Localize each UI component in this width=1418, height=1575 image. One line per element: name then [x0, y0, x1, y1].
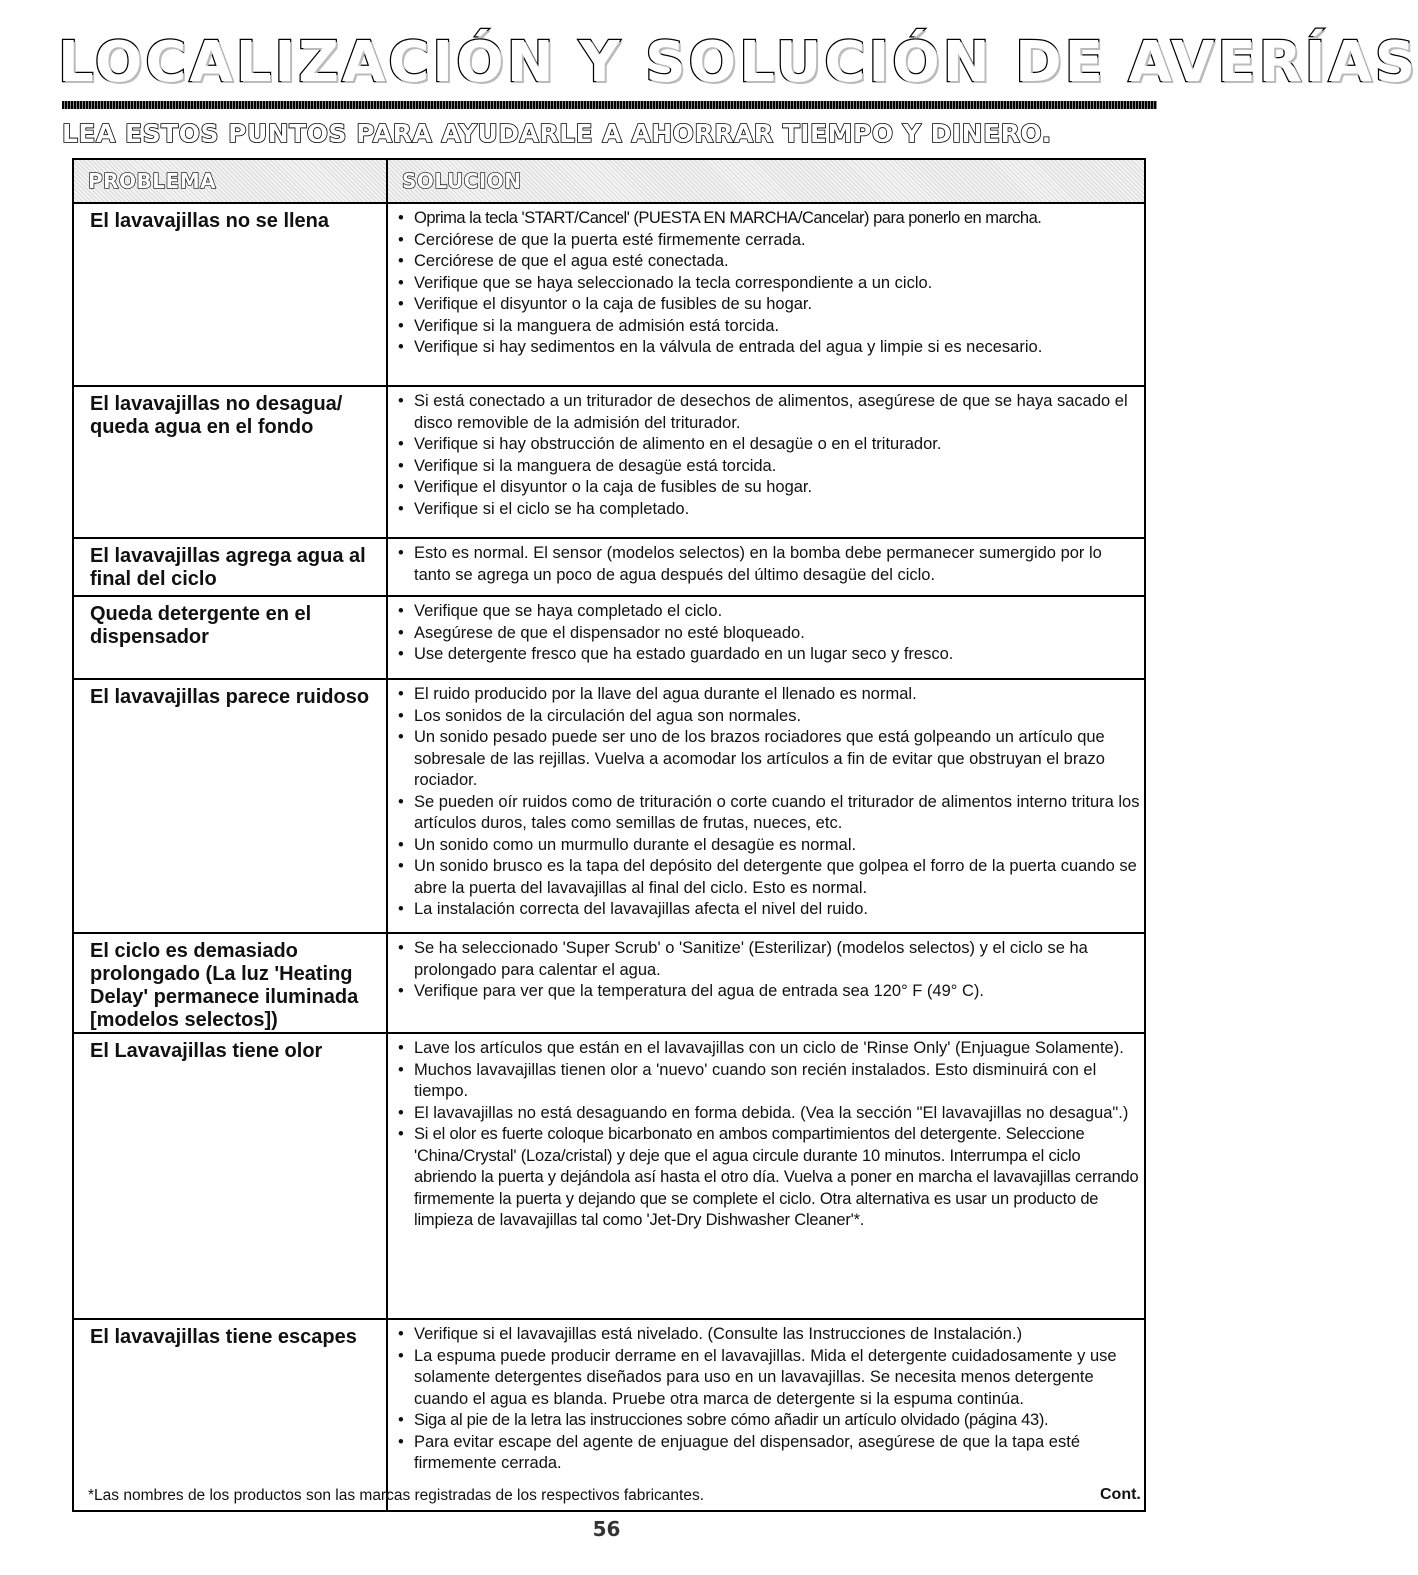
solution-cell [386, 680, 1144, 932]
solution-cell [386, 597, 1144, 678]
table-row [74, 1034, 1144, 1320]
solution-item: • Cerciórese de que la puerta esté firmemente cerrada. [398, 230, 1142, 252]
table-row [74, 539, 1144, 597]
problem-cell: El lavavajillas no se llena [90, 210, 330, 232]
table-row [74, 934, 1144, 1034]
problem-cell: El Lavavajillas tiene olor [90, 1040, 323, 1062]
solution-item: • El lavavajillas no está desaguando en forma debida. (Vea la sección "El lavavajillas no desagua".) [398, 1103, 1142, 1125]
solution-item: • Use detergente fresco que ha estado guardado en un lugar seco y fresco. [398, 644, 1142, 666]
footnote: *Las nombres de los productos son las marcas registradas de los respectivos fabricantes. [88, 1487, 704, 1504]
solution-item: • Los sonidos de la circulación del agua son normales. [398, 706, 1142, 728]
solution-item: • Verifique que se haya seleccionado la tecla correspondiente a un ciclo. [398, 273, 1142, 295]
header-problem: PROBLEMA [88, 169, 217, 193]
solution-item: • La espuma puede producir derrame en el lavavajillas. Mida el detergente cuidadosamente y use solamente detergentes diseñados para uso en un lavavajillas. Se necesita menos detergente cuando el agua es blanda. Pruebe otra marca de detergente si la espuma continúa. [398, 1346, 1142, 1411]
solution-item: • Verifique para ver que la temperatura del agua de entrada sea 120° F (49° C). [398, 981, 1142, 1003]
solution-item: • Verifique que se haya completado el ciclo. [398, 601, 1142, 623]
solution-item: • Oprima la tecla 'START/Cancel' (PUESTA EN MARCHA/Cancelar) para ponerlo en marcha. [398, 208, 1142, 230]
solution-item: • Muchos lavavajillas tienen olor a 'nuevo' cuando son recién instalados. Esto disminuirá con el tiempo. [398, 1060, 1142, 1103]
header-solution: SOLUCION [386, 160, 1144, 202]
problem-cell: El lavavajillas tiene escapes [90, 1326, 357, 1348]
solution-item: • Se pueden oír ruidos como de trituración o corte cuando el triturador de alimentos interno tritura los artículos duros, tales como semillas de frutas, nueces, etc. [398, 792, 1142, 835]
solution-item: • Verifique si la manguera de admisión está torcida. [398, 316, 1142, 338]
solution-item: • Si el olor es fuerte coloque bicarbonato en ambos compartimientos del detergente. Seleccione 'China/Crystal' (Loza/cristal) y deje que el agua circule durante 10 minutos. Interrumpa el ciclo abriendo la puerta y dejándola así hasta el otro día. Vuelva a poner en marcha el lavavajillas cerrando firmemente la puerta y dejando que se complete el ciclo. Otra alternativa es usar un producto de limpieza de lavavajillas tal como 'Jet-Dry Dishwasher Cleaner'*. [398, 1124, 1142, 1232]
problem-cell: El ciclo es demasiado prolongado (La luz 'Heating Delay' permanece iluminada [modelos selectos]) [90, 940, 359, 1031]
page-number: 56 [592, 1517, 621, 1541]
solution-item: • Cerciórese de que el agua esté conectada. [398, 251, 1142, 273]
table-row [74, 680, 1144, 934]
table-row [74, 1320, 1144, 1510]
solution-item: • Un sonido como un murmullo durante el desagüe es normal. [398, 835, 1142, 857]
problem-cell: El lavavajillas agrega agua al final del ciclo [90, 545, 366, 590]
solution-item: • Asegúrese de que el dispensador no esté bloqueado. [398, 623, 1142, 645]
solution-item: • Verifique el disyuntor o la caja de fusibles de su hogar. [398, 294, 1142, 316]
problem-cell: Queda detergente en el dispensador [90, 603, 312, 648]
solution-item: • Lave los artículos que están en el lavavajillas con un ciclo de 'Rinse Only' (Enjuague Solamente). [398, 1038, 1142, 1060]
solution-item: • Verifique si el lavavajillas está nivelado. (Consulte las Instrucciones de Instalación.) [398, 1324, 1142, 1346]
problem-cell: El lavavajillas no desagua/ queda agua en el fondo [90, 393, 343, 438]
page-subtitle: LEA ESTOS PUNTOS PARA AYUDARLE A AHORRAR TIEMPO Y DINERO. [62, 119, 1052, 148]
solution-item: • Verifique si hay obstrucción de alimento en el desagüe o en el triturador. [398, 434, 1142, 456]
solution-item: • El ruido producido por la llave del agua durante el llenado es normal. [398, 684, 1142, 706]
solution-item: • Verifique si hay sedimentos en la válvula de entrada del agua y limpie si es necesario. [398, 337, 1142, 359]
solution-item: • Verifique si la manguera de desagüe está torcida. [398, 456, 1142, 478]
page-title: LOCALIZACIÓN Y SOLUCIÓN DE AVERÍAS [58, 30, 1418, 95]
table-row [74, 204, 1144, 387]
solution-cell [386, 1034, 1144, 1318]
solution-cell [386, 1320, 1144, 1510]
solution-item: • Esto es normal. El sensor (modelos selectos) en la bomba debe permanecer sumergido por lo tanto se agrega un poco de agua después del último desagüe del ciclo. [398, 543, 1142, 586]
solution-item: • Si está conectado a un triturador de desechos de alimentos, asegúrese de que se haya sacado el disco removible de la admisión del triturador. [398, 391, 1142, 434]
solution-cell [386, 204, 1144, 385]
troubleshooting-table [72, 158, 1146, 1512]
continued-label: Cont. [1100, 1486, 1141, 1503]
solution-item: • La instalación correcta del lavavajillas afecta el nivel del ruido. [398, 899, 1142, 921]
solution-item: • Verifique el disyuntor o la caja de fusibles de su hogar. [398, 477, 1142, 499]
solution-cell [386, 387, 1144, 537]
solution-item: • Para evitar escape del agente de enjuague del dispensador, asegúrese de que la tapa esté firmemente cerrada. [398, 1432, 1142, 1475]
table-row [74, 597, 1144, 680]
problem-cell: El lavavajillas parece ruidoso [90, 686, 370, 708]
solution-item: • Un sonido pesado puede ser uno de los brazos rociadores que está golpeando un artículo que sobresale de las rejillas. Vuelva a acomodar los artículos a fin de evitar que obstruyan el brazo rociador. [398, 727, 1142, 792]
table-row [74, 387, 1144, 539]
title-divider [62, 101, 1157, 109]
solution-item: • Siga al pie de la letra las instrucciones sobre cómo añadir un artículo olvidado (página 43). [398, 1410, 1142, 1432]
solution-cell [386, 934, 1144, 1032]
solution-cell [386, 539, 1144, 595]
table-header [74, 160, 1144, 204]
solution-item: • Se ha seleccionado 'Super Scrub' o 'Sanitize' (Esterilizar) (modelos selectos) y el ciclo se ha prolongado para calentar el agua. [398, 938, 1142, 981]
solution-item: • Verifique si el ciclo se ha completado. [398, 499, 1142, 521]
solution-item: • Un sonido brusco es la tapa del depósito del detergente que golpea el forro de la puerta cuando se abre la puerta del lavavajillas al final del ciclo. Esto es normal. [398, 856, 1142, 899]
